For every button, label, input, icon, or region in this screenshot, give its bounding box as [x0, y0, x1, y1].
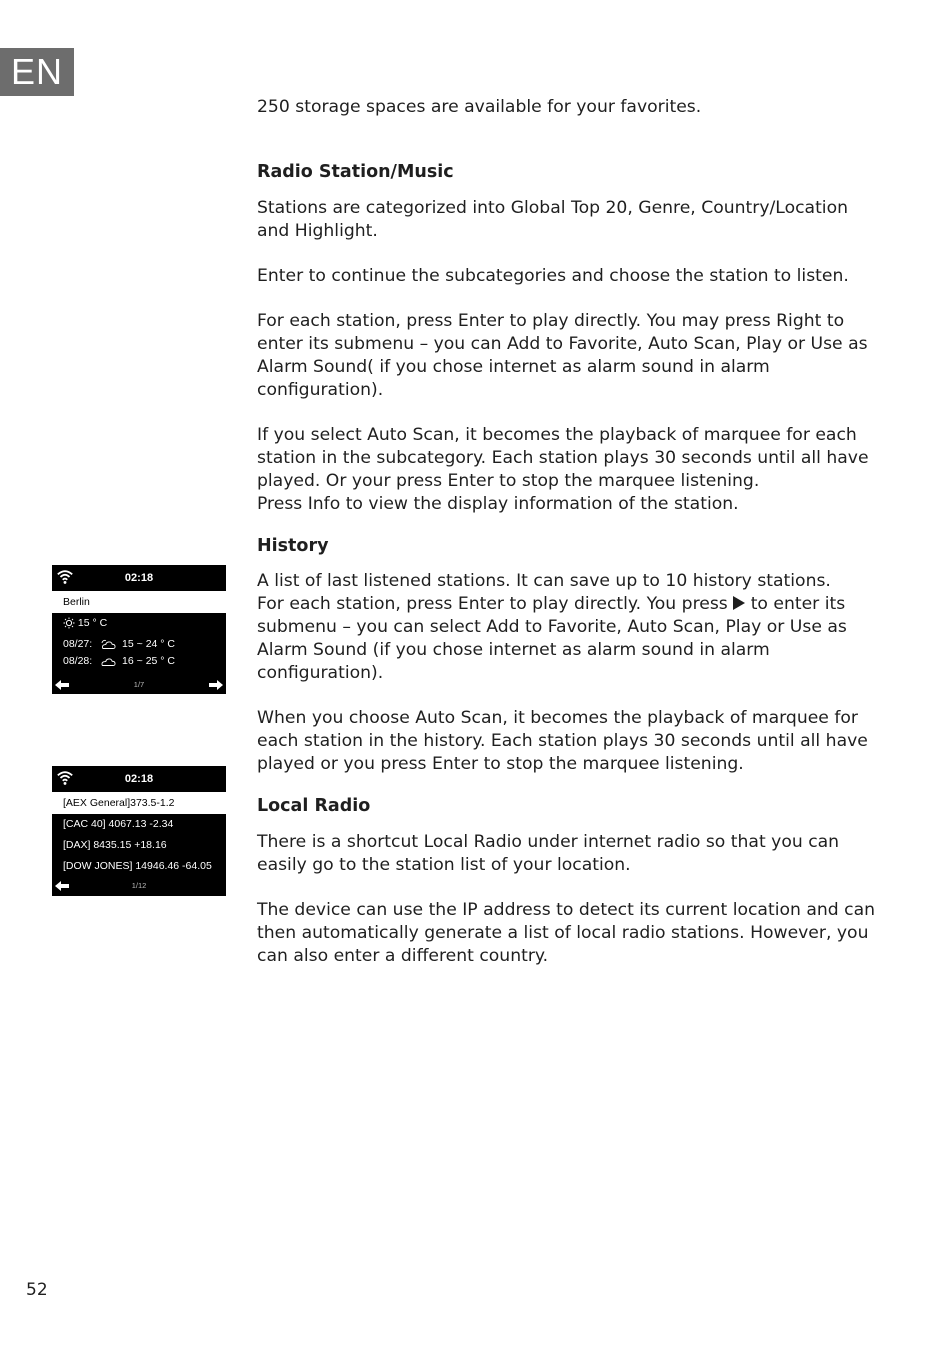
radio-paragraph-1: Stations are categorized into Global Top 20, Genre, Country/Location and Highlight.: [257, 198, 848, 241]
current-weather: [63, 617, 107, 629]
intro-text: 250 storage spaces are available for your favorites.: [257, 97, 702, 117]
history-heading: History: [257, 536, 329, 556]
history-text-post: to enter its submenu – you can select Add to Favorite, Auto Scan, Play or Use as Alarm Sound (if you chose internet as alarm sound in alarm configuration).: [257, 594, 847, 683]
weather-body: [52, 613, 226, 694]
radio-paragraph-3: For each station, press Enter to play directly. You may press Right to enter its submenu – you can Add to Favorite, Auto Scan, Play or Use as Alarm Sound( if you chose internet as alarm sound in alarm configuration).: [257, 311, 868, 400]
forecast-day-2: [63, 655, 175, 667]
current-temp: 15 ° C: [77, 617, 108, 629]
stock-row: [DOW JONES] 14946.46 -64.05: [63, 860, 212, 872]
forecast-date-2: 08/28:: [63, 655, 93, 667]
stock-screen: [52, 766, 226, 896]
city-label: Berlin: [52, 591, 226, 613]
page-number: 52: [26, 1280, 48, 1300]
page-indicator: 1/7: [133, 680, 145, 689]
radio-station-heading: Radio Station/Music: [257, 162, 454, 182]
radio-paragraph-2: Enter to continue the subcategories and choose the station to listen.: [257, 266, 849, 286]
language-tab: EN: [0, 48, 74, 96]
forecast-date-1: 08/27:: [63, 638, 93, 650]
local-radio-heading: Local Radio: [257, 796, 371, 816]
arrow-right-icon: [209, 680, 223, 690]
forecast-day-1: [63, 638, 175, 650]
forecast-range-2: 16 ~ 25 ° C: [122, 655, 175, 667]
local-radio-paragraph-2: The device can use the IP address to detect its current location and can then automatically generate a list of local radio stations. However, you can also enter a different country.: [257, 900, 876, 966]
cloud-icon: [100, 656, 116, 667]
status-bar: [52, 565, 226, 591]
radio-paragraph-5: Press Info to view the display information of the station.: [257, 494, 739, 514]
page-indicator: 1/12: [131, 881, 147, 890]
forecast-range-1: 15 ~ 24 ° C: [122, 638, 175, 650]
local-radio-paragraph-1: There is a shortcut Local Radio under internet radio so that you can easily go to the station list of your location.: [257, 832, 840, 875]
partly-cloudy-icon: [100, 639, 116, 650]
sun-icon: [63, 617, 75, 629]
radio-paragraph-4: If you select Auto Scan, it becomes the playback of marquee for each station in the subcategory. Each station plays 30 seconds until all have played. Or your press Enter to stop the marquee listening.: [257, 425, 869, 491]
history-paragraph-1: A list of last listened stations. It can save up to 10 history stations.: [257, 571, 831, 591]
history-paragraph-2: [257, 593, 877, 685]
clock-time: 02:18: [124, 773, 154, 785]
stock-header: [AEX General]373.5-1.2: [52, 792, 226, 814]
stock-row: [DAX] 8435.15 +18.16: [63, 839, 167, 851]
stock-row: [CAC 40] 4067.13 -2.34: [63, 818, 174, 830]
manual-content: [257, 96, 877, 968]
play-triangle-icon: [733, 596, 745, 610]
history-text-pre: For each station, press Enter to play directly. You press: [257, 594, 728, 614]
stock-body: [52, 814, 226, 896]
history-paragraph-3: When you choose Auto Scan, it becomes the playback of marquee for each station in the history. Each station plays 30 seconds until all have played or you press Enter to stop the marquee listening.: [257, 708, 868, 774]
clock-time: 02:18: [124, 572, 154, 584]
status-bar: [52, 766, 226, 792]
weather-screen: [52, 565, 226, 694]
